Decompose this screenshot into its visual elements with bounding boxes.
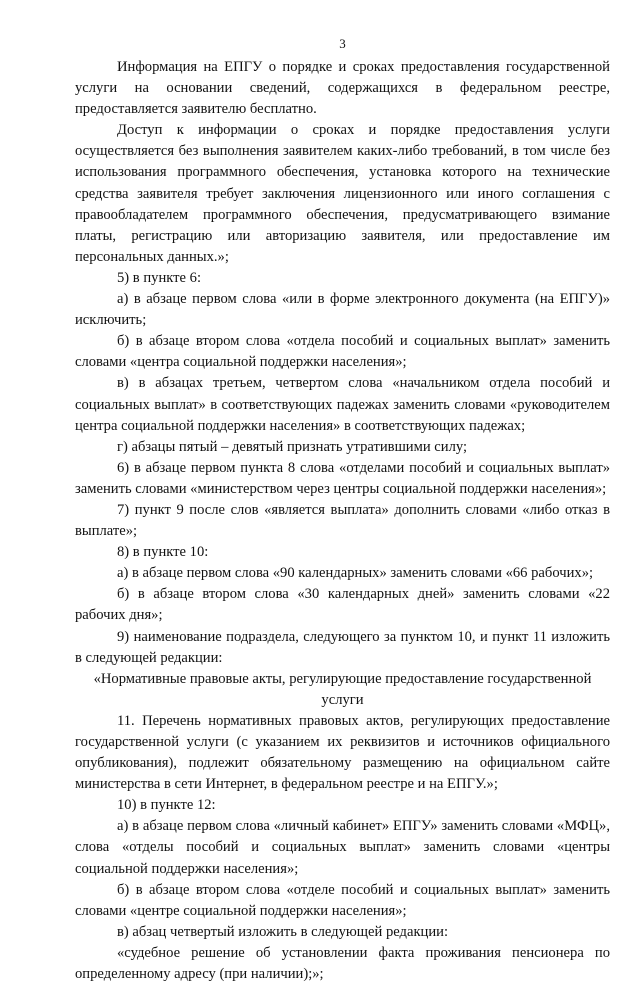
paragraph-item-5a: а) в абзаце первом слова «или в форме электронного документа (на ЕПГУ)» исключить; xyxy=(75,291,610,329)
paragraph-item-5g: г) абзацы пятый – девятый признать утратившими силу; xyxy=(117,438,468,455)
paragraph-item-9: 9) наименование подраздела, следующего за пунктом 10, и пункт 11 изложить в следующей редакции: xyxy=(75,628,610,666)
paragraph-item-10: 10) в пункте 12: xyxy=(117,797,216,814)
paragraph-point-11: 11. Перечень нормативных правовых актов, регулирующих предоставление государственной услуги (с указанием их реквизитов и источников официального опубликования), подлежит обязательному размещению на официальном сайте министерства в сети Интернет, в федеральном реестре и на ЕПГУ.»; xyxy=(75,712,610,793)
paragraph-item-5v: в) в абзацах третьем, четвертом слова «начальником отдела пособий и социальных выплат» в соответствующих падежах заменить словами «руководителем центра социальной поддержки населения» в соответствующих падежах; xyxy=(75,375,610,434)
paragraph-item-6: 6) в абзаце первом пункта 8 слова «отделами пособий и социальных выплат» заменить словами «министерством через центры социальной поддержки населения»; xyxy=(75,459,610,497)
paragraph-access-info: Доступ к информации о сроках и порядке предоставления услуги осуществляется без выполнения заявителем каких-либо требований, в том числе без использования программного обеспечения, установка которого на технические средства заявителя требует заключения лицензионного или иного соглашения с правообладателем программного обеспечения, предусматривающего взимание платы, регистрацию или авторизацию заявителя, или предоставление им персональных данных.»; xyxy=(75,122,610,265)
section-heading: «Нормативные правовые акты, регулирующие предоставление государственной услуги xyxy=(93,670,592,708)
paragraph-item-10a: а) в абзаце первом слова «личный кабинет» ЕПГУ» заменить словами «МФЦ», слова «отделы пособий и социальных выплат» заменить словами «центры социальной поддержки населения»; xyxy=(75,818,610,877)
paragraph-item-8a: а) в абзаце первом слова «90 календарных» заменить словами «66 рабочих»; xyxy=(117,565,594,582)
document-page xyxy=(75,34,610,985)
paragraph-item-10v: в) абзац четвертый изложить в следующей редакции: xyxy=(117,923,449,940)
paragraph-epgu-info: Информация на ЕПГУ о порядке и сроках предоставления государственной услуги на основании сведений, содержащихся в федеральном реестре, предоставляется заявителю бесплатно. xyxy=(75,59,610,118)
paragraph-item-7: 7) пункт 9 после слов «является выплата» дополнить словами «либо отказ в выплате»; xyxy=(75,501,610,540)
paragraph-item-5b: б) в абзаце втором слова «отдела пособий и социальных выплат» заменить словами «центра социальной поддержки населения»; xyxy=(75,333,610,371)
paragraph-item-8: 8) в пункте 10: xyxy=(117,544,209,561)
paragraph-item-10b: б) в абзаце втором слова «отделе пособий и социальных выплат» заменить словами «центре социальной поддержки населения»; xyxy=(75,881,610,919)
paragraph-court-decision: «судебное решение об установлении факта проживания пенсионера по определенному адресу (при наличии);»; xyxy=(75,944,610,983)
paragraph-item-5: 5) в пункте 6: xyxy=(117,269,202,286)
page-number: 3 xyxy=(339,36,346,51)
paragraph-item-8b: б) в абзаце втором слова «30 календарных дней» заменить словами «22 рабочих дня»; xyxy=(75,586,610,624)
